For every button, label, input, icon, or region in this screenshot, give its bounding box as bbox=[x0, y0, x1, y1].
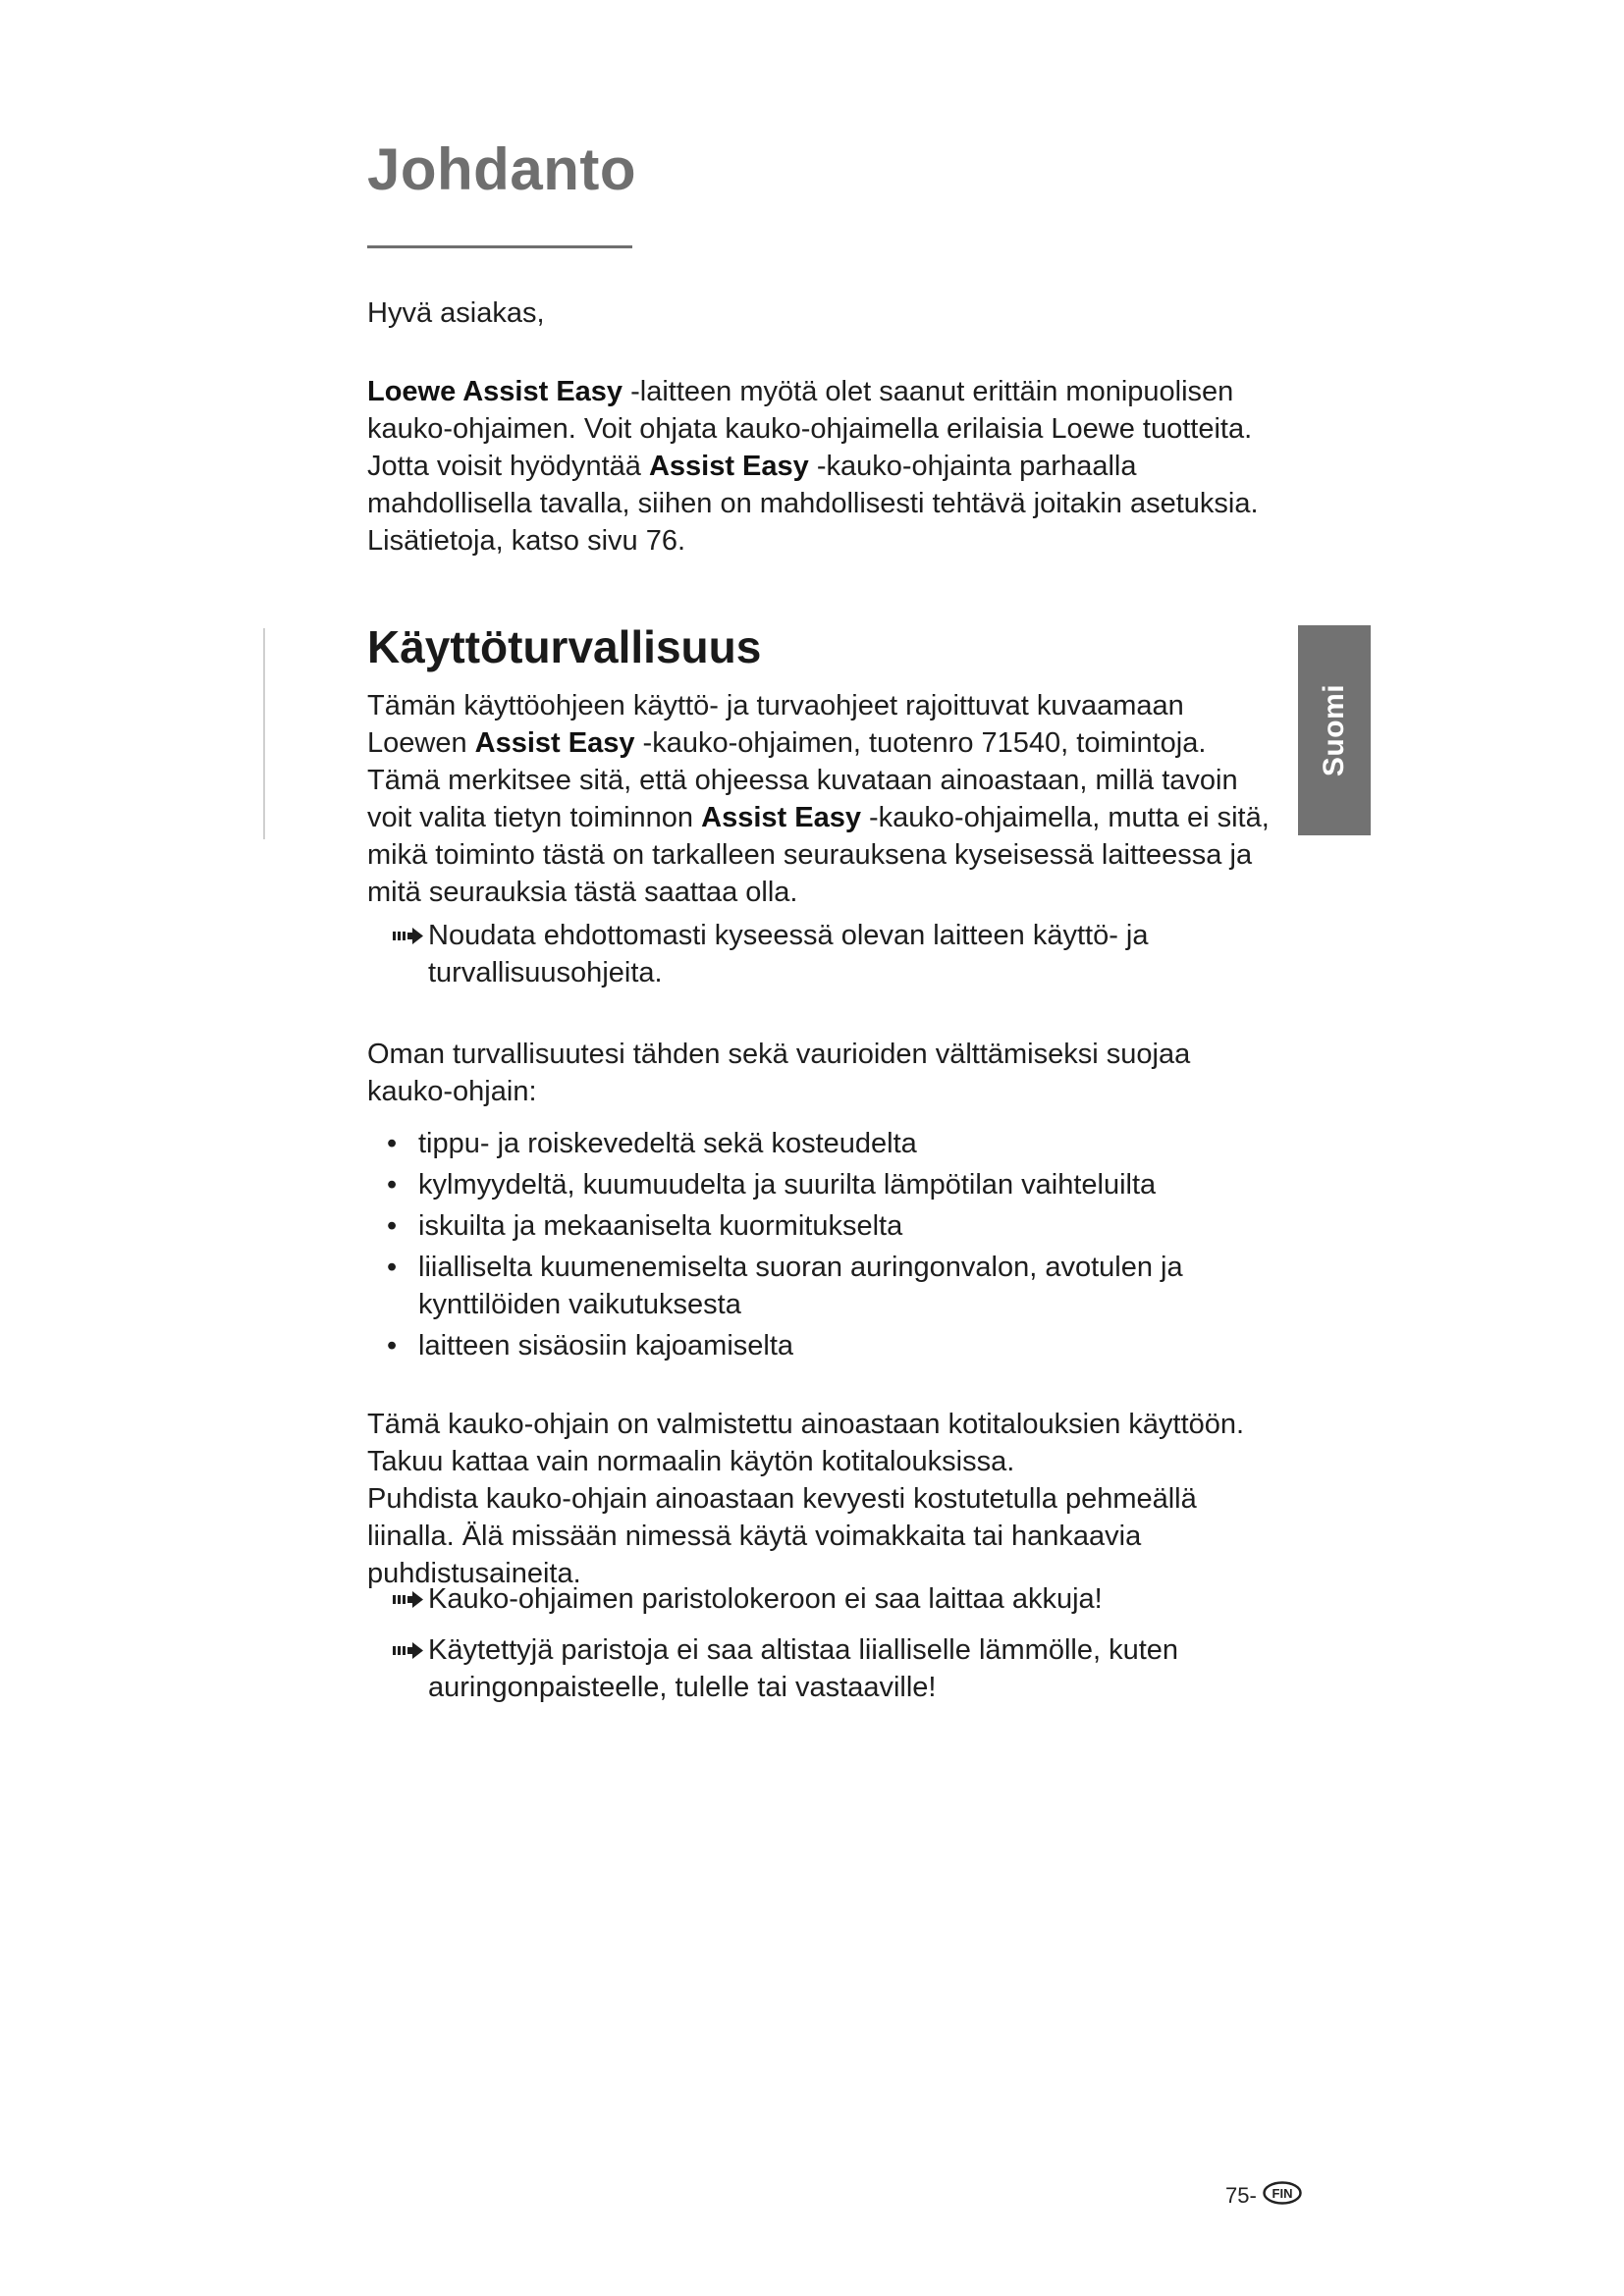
section-title-kayttoturvallisuus: Käyttöturvallisuus bbox=[367, 621, 762, 672]
protect-intro bbox=[367, 1036, 1271, 1110]
greeting bbox=[367, 294, 1271, 332]
bullet-dot-icon: • bbox=[387, 1128, 398, 1159]
intro-paragraph-1 bbox=[367, 373, 1271, 448]
intro-paragraph-2 bbox=[367, 448, 1271, 560]
usage-paragraph-2: Puhdista kauko-ohjain ainoastaan kevyesti kostutetulla pehmeällä liinalla. Älä missään nimessä käytä voimakkaita tai hankaavia puhdistusaineita. bbox=[367, 1483, 1197, 1589]
list-item bbox=[383, 1249, 1271, 1323]
safety-paragraph-1 bbox=[367, 687, 1271, 911]
note-batteries-text: Kauko-ohjaimen paristolokeroon ei saa laittaa akkuja! bbox=[428, 1583, 1103, 1615]
safety-paragraph-1-text bbox=[367, 687, 1271, 911]
arrow-right-icon bbox=[393, 917, 424, 964]
usage-paragraph-1: Tämä kauko-ohjain on valmistettu ainoastaan kotitalouksien käyttöön. Takuu kattaa vain normaalin käytön kotitalouksissa. bbox=[367, 1409, 1245, 1477]
note-safety-instructions bbox=[393, 917, 1271, 991]
protect-intro-text: Oman turvallisuutesi tähden sekä vaurioiden välttämiseksi suojaa kauko-ohjain: bbox=[367, 1039, 1191, 1107]
product-name-short: Assist Easy bbox=[648, 451, 809, 482]
arrow-right-icon bbox=[393, 1580, 424, 1628]
bullet-dot-icon: • bbox=[387, 1210, 398, 1242]
list-item-text: iskuilta ja mekaaniselta kuormitukselta bbox=[418, 1210, 903, 1242]
note-heat-text: Käytettyjä paristoja ei saa altistaa liialliselle lämmölle, kuten auringonpaisteelle, tulelle tai vastaaville! bbox=[428, 1634, 1179, 1703]
product-name: Loewe Assist Easy bbox=[367, 376, 623, 407]
list-item bbox=[383, 1327, 1271, 1364]
safety-p1-mid: -kauko-ohjaimen, tuotenro 71540, toimintoja. Tämä merkitsee sitä, että ohjeessa kuvataan ainoastaan, millä tavoin voit valita tietyn toiminnon bbox=[367, 727, 1238, 833]
list-item-text: liialliselta kuumenemiselta suoran auringonvalon, avotulen ja kynttilöiden vaikutuksesta bbox=[418, 1252, 1183, 1320]
safety-product-name-1: Assist Easy bbox=[474, 727, 635, 759]
page-number: 75- bbox=[1225, 2183, 1257, 2208]
arrow-right-icon bbox=[393, 1631, 424, 1679]
bullet-dot-icon: • bbox=[387, 1252, 398, 1283]
list-item bbox=[383, 1166, 1271, 1203]
list-item-text: tippu- ja roiskevedeltä sekä kosteudelta bbox=[418, 1128, 917, 1159]
bullet-dot-icon: • bbox=[387, 1169, 398, 1201]
bullet-dot-icon: • bbox=[387, 1330, 398, 1362]
intro-paragraph-1-text: -laitteen myötä olet saanut erittäin monipuolisen kauko-ohjaimen. Voit ohjata kauko-ohjaimella erilaisia Loewe tuotteita. bbox=[367, 376, 1253, 445]
intro-paragraph-2-text: -kauko-ohjainta parhaalla mahdollisella tavalla, siihen on mahdollisesti tehtävä joitakin asetuksia. Lisätietoja, katso sivu 76. bbox=[367, 451, 1259, 557]
note-batteries bbox=[393, 1580, 1271, 1618]
safety-product-name-2: Assist Easy bbox=[701, 802, 861, 833]
note-safety-text: Noudata ehdottomasti kyseessä olevan laitteen käyttö- ja turvallisuusohjeita. bbox=[428, 920, 1149, 988]
section-title-johdanto: Johdanto bbox=[367, 136, 636, 202]
greeting-text: Hyvä asiakas, bbox=[367, 297, 545, 329]
margin-change-bar bbox=[263, 628, 265, 839]
note-heat bbox=[393, 1631, 1271, 1706]
usage-paragraphs bbox=[367, 1406, 1271, 1592]
list-item-text: kylmyydeltä, kuumuudelta ja suurilta lämpötilan vaihteluilta bbox=[418, 1169, 1157, 1201]
language-tab-label: Suomi bbox=[1318, 683, 1351, 777]
fin-oval-badge-icon bbox=[1263, 2181, 1302, 2211]
title-underline bbox=[367, 245, 632, 248]
intro-paragraph-2-start: Jotta voisit hyödyntää bbox=[367, 451, 649, 482]
list-item-text: laitteen sisäosiin kajoamiselta bbox=[418, 1330, 794, 1362]
safety-p1-end: -kauko-ohjaimella, mutta ei sitä, mikä toiminto tästä on tarkalleen seurauksena kyseisessä laitteessa ja mitä seurauksia tästä saattaa olla. bbox=[367, 802, 1270, 908]
country-code: FIN bbox=[1272, 2186, 1293, 2201]
intro-paragraphs bbox=[367, 373, 1271, 560]
page-footer bbox=[1225, 2181, 1302, 2211]
protection-list bbox=[383, 1125, 1271, 1368]
safety-p1-start: Tämän käyttöohjeen käyttö- ja turvaohjeet rajoittuvat kuvaamaan Loewen bbox=[367, 690, 1184, 759]
list-item bbox=[383, 1207, 1271, 1245]
language-tab bbox=[1298, 625, 1371, 835]
list-item bbox=[383, 1125, 1271, 1162]
